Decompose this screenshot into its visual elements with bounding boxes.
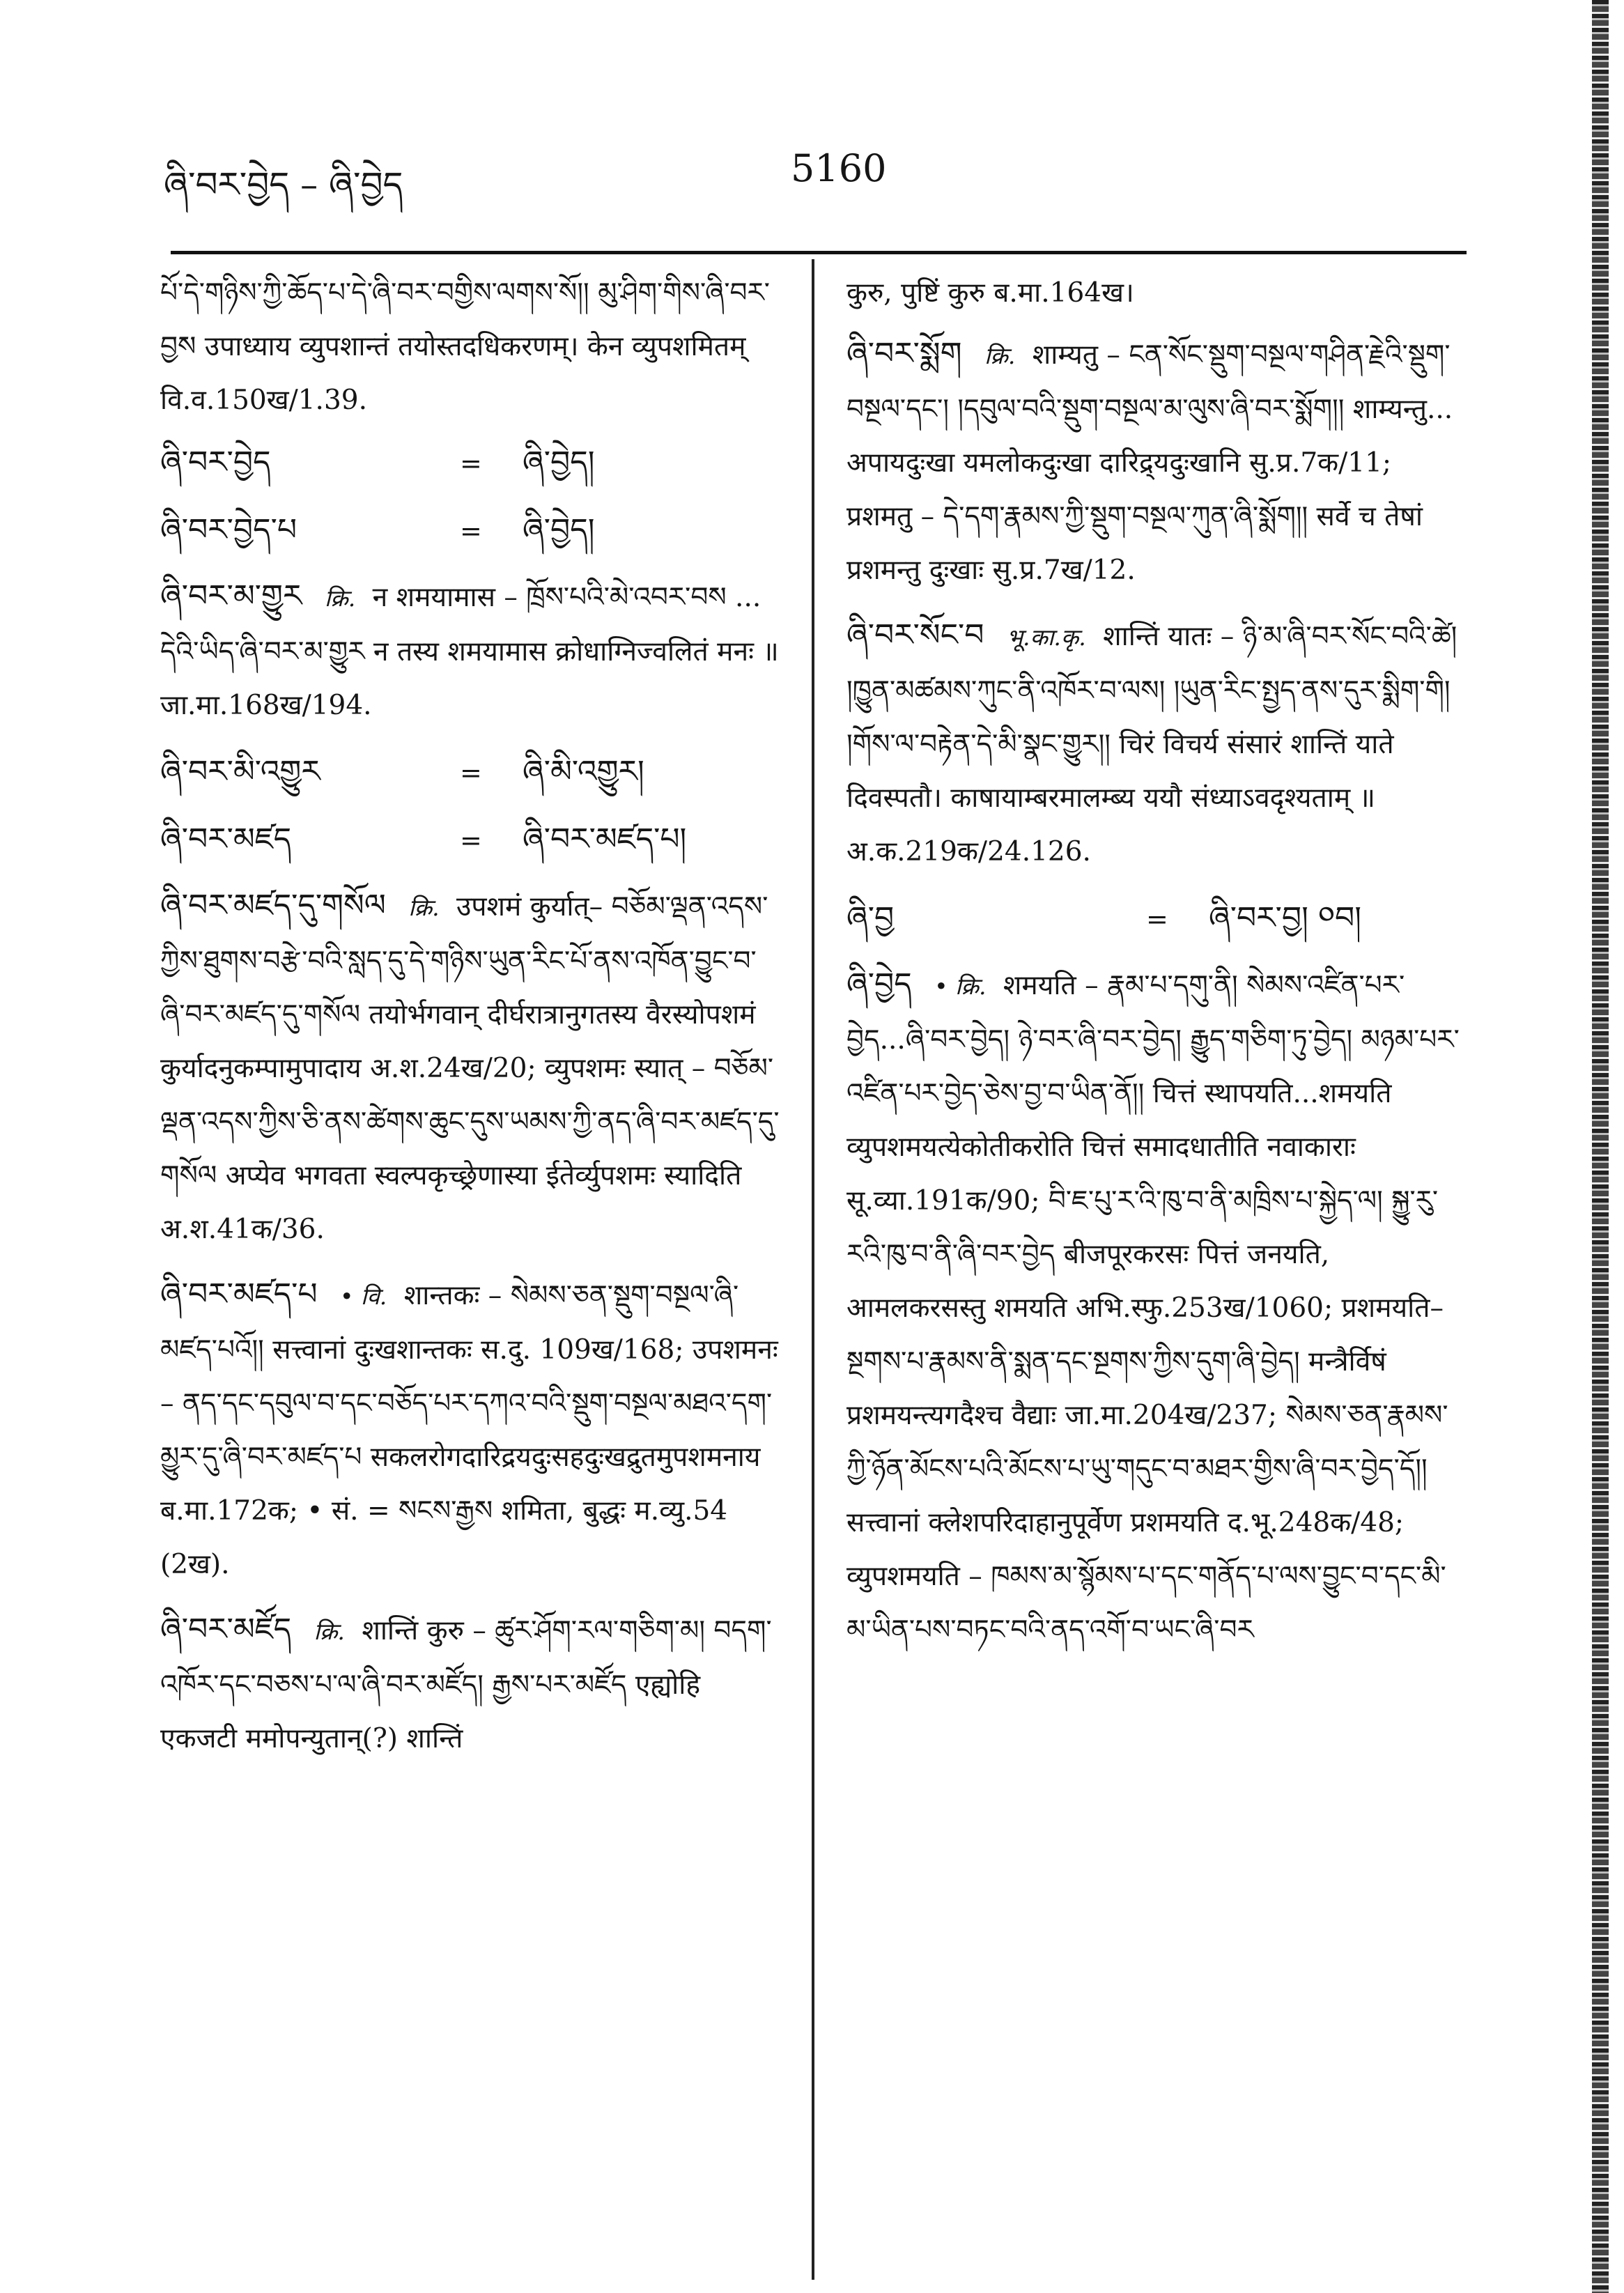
column-divider: [812, 259, 814, 2280]
cross-reference-entry: [160, 434, 780, 492]
equals-sign: =: [1146, 904, 1168, 934]
grammar-label: क्रि.: [314, 1618, 345, 1645]
headword: ཞི་བར་མ་གྱུར: [160, 578, 302, 614]
dictionary-entry: [846, 957, 1460, 1657]
dictionary-entry: [160, 1267, 780, 1591]
definition-text: न शमयामास – ཁྲོས་པའི་མེ་འབར་བས ... དེའི་ཡིད་ཞི་བར་མ་གྱུར न तस्य शमयामास क्रोधाग्निज्वलितं मनः ॥ जा.मा.168ख/194.: [160, 582, 779, 721]
page-number: 5160: [791, 146, 887, 190]
left-column: [160, 266, 780, 2273]
definition-text: शान्तिं यातः – ཉི་མ་ཞི་བར་སོང་བའི་ཚེ། །ཁྱུན་མཚམས་ཀུང་ནི་འཁོར་བ་ལས། །ཡུན་རིང་སྤྱད་ནས་དུར་སྨིག་གི། །གོས་ལ་བརྟེན་དེ་མི་སྣང་གྱུར།། चिरं विचर्य संसारं शान्तिं याते दिवस्पतौ। काषायाम्बरमालम्ब्य ययौ संध्याऽवदृश्यताम् ॥ अ.क.219क/24.126.: [846, 621, 1457, 867]
xref-target: ཞི་མི་འགྱུར།: [523, 754, 644, 789]
grammar-label: • वि.: [339, 1283, 387, 1310]
page-header: [164, 146, 1467, 209]
headword: ཞི་བར་མི་འགྱུར: [160, 754, 320, 789]
xref-target: ཞི་བྱེད།: [523, 445, 595, 480]
definition-text: शमयति – རྣམ་པ་དགུ་ནི། སེམས་འཛིན་པར་བྱེད...ཞི་བར་བྱེད། ཉེ་བར་ཞི་བར་བྱེད། རྒྱུད་གཅིག་ཏུ་བྱེད། མཉམ་པར་འཛིན་པར་བྱེད་ཅེས་བྱ་བ་ཡིན་ནོ།། चित्तं स्थापयति...शमयति व्युपशमयत्येकोतीकरोति चित्तं समादधातीति नवाकाराः सू.व्या.191क/90; བི་ཇ་པུ་ར་འི་ཁུ་བ་ནི་མཁྲིས་པ་སྐྱེད་ལ། སྐྱུ་རུ་རའི་ཁུ་བ་ནི་ཞི་བར་བྱེད बीजपूरकरसः पित्तं जनयति, आमलकरसस्तु शमयति अभि.स्फु.253ख/1060; प्रशमयति– སྔགས་པ་རྣམས་ནི་སྨན་དང་སྔགས་ཀྱིས་དུག་ཞི་བྱེད། मन्त्रैर्विषं प्रशमयन्त्यगदैश्च वैद्याः जा.मा.204ख/237; སེམས་ཅན་རྣམས་ཀྱི་ཉོན་མོངས་པའི་མོངས་པ་ཡུ་གདུང་བ་མཐར་གྱིས་ཞི་བར་བྱེད་དོ།། सत्त्वानां क्लेशपरिदाहानुपूर्वेण प्रशमयति द.भू.248क/48; व्युपशमयति – ཁམས་མ་སྙོམས་པ་དང་གནོད་པ་ལས་བྱུང་བ་དང་མི་མ་ཡིན་པས་བཏང་བའི་ནད་འགོ་བ་ཡང་ཞི་བར: [846, 970, 1460, 1646]
cross-reference-entry: [160, 743, 780, 801]
grammar-label: क्रि.: [324, 585, 356, 612]
headword: ཞི་བར་བྱེད: [160, 445, 271, 480]
right-column: [846, 266, 1460, 2273]
grammar-label: भू.का.कृ.: [1006, 624, 1086, 651]
xref-target: ཞི་བར་བྱ། ༠བ།: [1209, 900, 1361, 936]
dictionary-entry: [160, 879, 780, 1256]
xref-target: ཞི་བར་མཛད་པ།: [523, 821, 687, 857]
headword: ཞི་བར་སྨོག: [846, 336, 962, 371]
grammar-label: क्रि.: [408, 894, 440, 921]
headword: ཞི་བར་སོང་བ: [846, 617, 984, 653]
running-head: ཞི་བར་བྱེད – ཞི་བྱེད: [164, 164, 403, 205]
cross-reference-entry: [160, 502, 780, 559]
definition-text: शान्तिं कुरु – ཚུར་ཤོག་རལ་གཅིག་མ། བདག་འཁོར་དང་བཅས་པ་ལ་ཞི་བར་མཛོད། རྒྱས་པར་མཛོད एह्योहि एकजटी ममोपन्युतान्(?) शान्तिं: [160, 1615, 772, 1754]
cross-reference-entry: [160, 811, 780, 869]
headword: ཞི་བྱ: [846, 900, 895, 936]
xref-target: ཞི་བྱེད།: [523, 512, 595, 548]
dictionary-entry: [846, 608, 1460, 879]
header-rule: [171, 251, 1467, 254]
headword: ཞི་བྱེད: [846, 966, 912, 1002]
headword: ཞི་བར་མཛད་དུ་གསོལ: [160, 888, 386, 923]
definition-text: शान्तकः – སེམས་ཅན་སྡུག་བསྔལ་ཞི་མཛད་པའོ།། सत्त्वानां दुःखशान्तकः स.दु. 109ख/168; उपशमनः – ནད་དང་དབུལ་བ་དང་བཅོད་པར་དཀའ་བའི་སྡུག་བསྔལ་མཐའ་དག་མྱུར་དུ་ཞི་བར་མཛད་པ सकलरोगदारिद्रयदुःसहदुःखद्रुतमुपशमनाय ब.मा.172क; • सं. = སངས་རྒྱས शमिता, बुद्धः म.व्यु.54 (2ख).: [160, 1280, 778, 1580]
dictionary-entry: [160, 1603, 780, 1766]
definition-text: उपशमं कुर्यात्– བཅོམ་ལྡན་འདས་ཀྱིས་ཐུགས་བརྩེ་བའི་སླད་དུ་དེ་གཉིས་ཡུན་རིང་པོ་ནས་འཁོན་བྱུང་བ་ཞི་བར་མཛད་དུ་གསོལ तयोर्भगवान् दीर्घरात्रानुगतस्य वैरस्योपशमं कुर्यादनुकम्पामुपादाय अ.श.24ख/20; व्युपशमः स्यात् – བཅོམ་ལྡན་འདས་ཀྱིས་ཅི་ནས་ཚེགས་ཆུང་དུས་ཡམས་ཀྱི་ནད་ཞི་བར་མཛད་དུ་གསོལ अप्येव भगवता स्वल्पकृच्छ्रेणास्या ईतेर्व्युपशमः स्यादिति अ.श.41क/36.: [160, 891, 780, 1245]
continuation-text: कुरु, पुष्टिं कुरु ब.मा.164ख।: [846, 277, 1134, 309]
definition-text: शाम्यतु – ངན་སོང་སྡུག་བསྔལ་གཤིན་རྗེའི་སྡུག་བསྔལ་དང་། །དབུལ་བའི་སྡུག་བསྔལ་མ་ལུས་ཞི་བར་སྨོག།། शाम्यन्तु... अपायदुःखा यमलोकदुःखा दारिद्र्यदुःखानि सु.प्र.7क/11; प्रशमतु – དེ་དག་རྣམས་ཀྱི་སྡུག་བསྔལ་ཀུན་ཞི་སྨོག།། सर्वे च तेषां प्रशमन्तु दुःखाः सु.प्र.7ख/12.: [846, 339, 1453, 586]
dictionary-entry: [160, 569, 780, 732]
equals-sign: =: [460, 448, 482, 479]
equals-sign: =: [460, 516, 482, 546]
grammar-label: क्रि.: [984, 342, 1016, 369]
cross-reference-entry: [846, 890, 1460, 948]
headword: ཞི་བར་བྱེད་པ: [160, 512, 297, 548]
scan-edge-strip: [1592, 0, 1609, 2293]
headword: ཞི་བར་མཛད་པ: [160, 1276, 318, 1312]
equals-sign: =: [460, 825, 482, 856]
headword: ཞི་བར་མཛོད: [160, 1612, 292, 1647]
grammar-label: • क्रि.: [934, 973, 987, 1000]
equals-sign: =: [460, 757, 482, 788]
dictionary-entry: [846, 327, 1460, 597]
continuation-text: པོ་དེ་གཉིས་ཀྱི་ཆོད་པ་དེ་ཞི་བར་བགྱིས་ལགས་སོ།། མུ་ཤིག་གིས་ཞི་བར་བྱས उपाध्याय व्युपशान्तं तयोस्तदधिकरणम्। केन व्युपशमितम् वि.व.150ख/1.39.: [160, 277, 770, 416]
headword: ཞི་བར་མཛད: [160, 821, 292, 857]
